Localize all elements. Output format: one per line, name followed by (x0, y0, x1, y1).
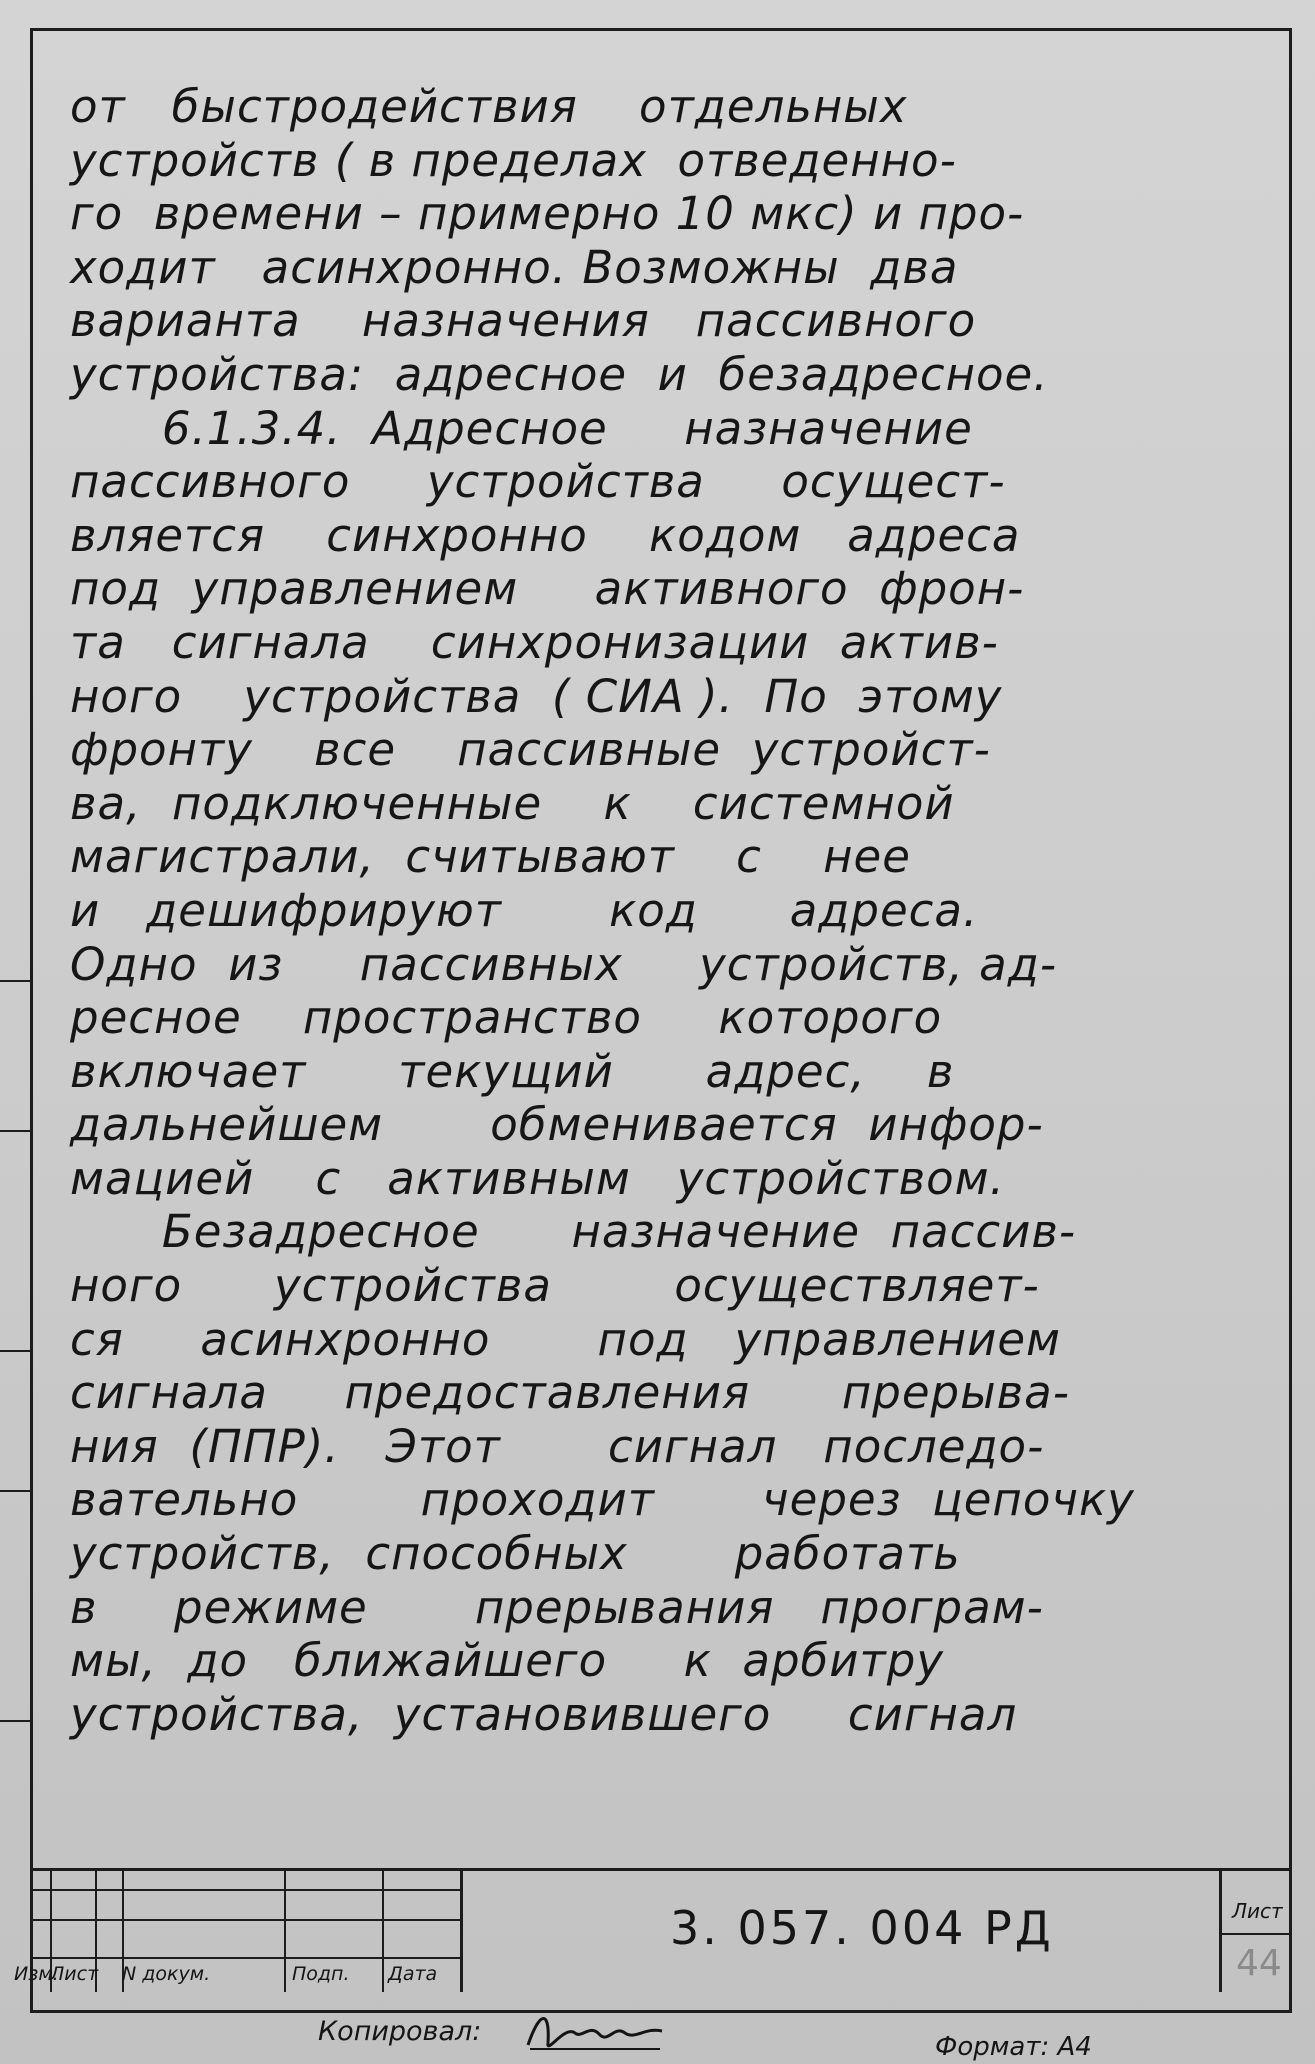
text-line: вляется синхронно кодом адреса (70, 508, 1021, 562)
text-line: включает текущий адрес, в (70, 1044, 955, 1098)
text-line: вательно проходит через цепочку (70, 1473, 1135, 1527)
text-line: мацией с активным устройством. (70, 1151, 1005, 1205)
text-line: магистрали, считывают с нее (70, 830, 911, 884)
column-label-change: Изм. (14, 1963, 59, 1985)
paper-format-label: Формат: А4 (935, 2032, 1092, 2062)
text-line: варианта назначения пассивного (70, 294, 977, 348)
text-line: Одно из пассивных устройств, ад- (70, 937, 1058, 991)
text-line: устройства, установившего сигнал (70, 1687, 1018, 1741)
column-label-sheet: Лист (50, 1963, 99, 1985)
text-line: Безадресное назначение пассив- (70, 1205, 1077, 1259)
text-line: дальнейшем обменивается инфор- (70, 1098, 1044, 1152)
title-block (14, 1868, 1292, 1992)
margin-ticks (0, 980, 30, 1980)
text-line: устройства: адресное и безадресное. (70, 347, 1049, 401)
text-line: фронту все пассивные устройст- (70, 723, 991, 777)
column-label-document-number: N докум. (122, 1963, 211, 1985)
copied-by-label: Копировал: (318, 2016, 482, 2047)
text-line: и дешифрируют код адреса. (70, 883, 979, 937)
handwritten-body-text (70, 80, 1265, 1741)
text-line: го времени – примерно 10 мкс) и про- (70, 187, 1025, 241)
revision-table (14, 1871, 463, 1992)
text-line: ния (ППР). Этот сигнал последо- (70, 1419, 1045, 1473)
sheet-number: 44 (1236, 1943, 1282, 1984)
document-number: 3. 057. 004 РД (670, 1901, 1054, 1955)
text-line: ва, подключенные к системной (70, 776, 955, 830)
text-line: под управлением активного фрон- (70, 562, 1025, 616)
text-line: ся асинхронно под управлением (70, 1312, 1061, 1366)
column-label-date: Дата (388, 1963, 438, 1985)
text-line: ресное пространство которого (70, 991, 943, 1045)
text-line: устройств ( в пределах отведенно- (70, 133, 957, 187)
text-line: от быстродействия отдельных (70, 80, 908, 133)
text-line: ходит асинхронно. Возможны два (70, 240, 959, 294)
signature-icon (520, 2005, 670, 2060)
text-line: устройств, способных работать (70, 1527, 961, 1581)
text-line: сигнала предоставления прерыва- (70, 1366, 1070, 1420)
text-line: пассивного устройства осущест- (70, 455, 1006, 509)
text-line: в режиме прерывания програм- (70, 1580, 1044, 1634)
sheet-box (1219, 1871, 1292, 1992)
column-label-signature: Подп. (292, 1963, 350, 1985)
text-line: 6.1.3.4. Адресное назначение (70, 401, 973, 455)
text-line: та сигнала синхронизации актив- (70, 615, 999, 669)
text-line: мы, до ближайшего к арбитру (70, 1634, 944, 1688)
text-line: ного устройства осуществляет- (70, 1259, 1040, 1313)
sheet-label: Лист (1232, 1899, 1283, 1923)
text-line: ного устройства ( СИА ). По этому (70, 669, 1003, 723)
